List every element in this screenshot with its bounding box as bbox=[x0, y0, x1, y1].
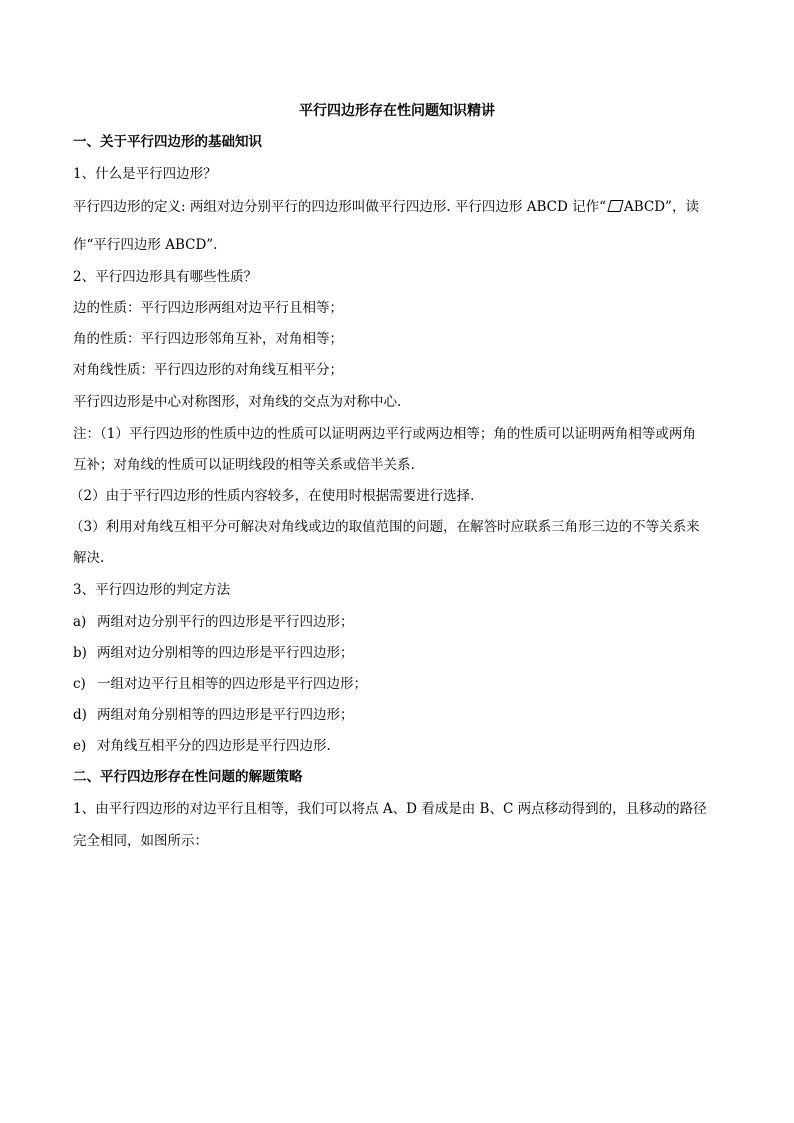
criteria-item-b bbox=[73, 644, 733, 662]
criteria-item-c bbox=[73, 675, 733, 693]
property-center-symmetry: 平行四边形是中心对称图形，对角线的交点为对称中心. bbox=[73, 394, 402, 410]
criteria-text: 对角线互相平分的四边形是平行四边形. bbox=[97, 738, 331, 754]
property-angle: 角的性质：平行四边形邻角互补，对角相等； bbox=[73, 331, 343, 347]
criteria-mark: b) bbox=[73, 645, 87, 661]
question-1: 1、什么是平行四边形？ bbox=[73, 166, 217, 182]
question-3: 3、平行四边形的判定方法 bbox=[73, 582, 231, 598]
strategy-1-line-1: 1、由平行四边形的对边平行且相等，我们可以将点 A、D 看成是由 B、C 两点移动得到的，且移动的路径 bbox=[73, 801, 707, 817]
note-1-line-1: 注：（1）平行四边形的性质中边的性质可以证明两边平行或两边相等；角的性质可以证明两角相等或两角 bbox=[73, 426, 696, 442]
definition-text-b: ABCD”，读 bbox=[623, 199, 699, 215]
criteria-mark: a) bbox=[73, 614, 87, 630]
criteria-mark: e) bbox=[73, 738, 87, 754]
criteria-text: 一组对边平行且相等的四边形是平行四边形； bbox=[97, 676, 367, 692]
section1-heading: 一、关于平行四边形的基础知识 bbox=[73, 134, 262, 150]
note-3-line-1: （3）利用对角线互相平分可解决对角线或边的取值范围的问题，在解答时应联系三角形三边的不等关系来 bbox=[70, 519, 700, 535]
note-1-line-2: 互补；对角线的性质可以证明线段的相等关系或倍半关系. bbox=[73, 457, 415, 473]
section2-heading: 二、平行四边形存在性问题的解题策略 bbox=[73, 769, 303, 785]
criteria-item-e bbox=[73, 737, 733, 755]
property-diagonal: 对角线性质：平行四边形的对角线互相平分； bbox=[73, 362, 343, 378]
page-title: 平行四边形存在性问题知识精讲 bbox=[299, 103, 495, 119]
criteria-item-d bbox=[73, 706, 733, 724]
definition-line-2: 作“平行四边形 ABCD”. bbox=[73, 237, 218, 253]
definition-text-a: 平行四边形的定义: 两组对边分别平行的四边形叫做平行四边形. 平行四边形 ABCD 记作“ bbox=[73, 199, 606, 215]
criteria-text: 两组对角分别相等的四边形是平行四边形； bbox=[97, 707, 354, 723]
question-2: 2、平行四边形具有哪些性质？ bbox=[73, 269, 258, 285]
criteria-item-a bbox=[73, 613, 733, 631]
criteria-text: 两组对边分别相等的四边形是平行四边形； bbox=[97, 645, 354, 661]
parallelogram-symbol-icon bbox=[607, 200, 623, 212]
definition-line-1 bbox=[73, 198, 733, 216]
note-3-line-2: 解决. bbox=[73, 550, 105, 566]
note-2: （2）由于平行四边形的性质内容较多，在使用时根据需要进行选择. bbox=[70, 488, 475, 504]
criteria-mark: d) bbox=[73, 707, 87, 723]
strategy-1-line-2: 完全相同，如图所示： bbox=[73, 833, 208, 849]
property-side: 边的性质：平行四边形两组对边平行且相等； bbox=[73, 300, 343, 316]
criteria-mark: c) bbox=[73, 676, 86, 692]
criteria-text: 两组对边分别平行的四边形是平行四边形； bbox=[97, 614, 354, 630]
